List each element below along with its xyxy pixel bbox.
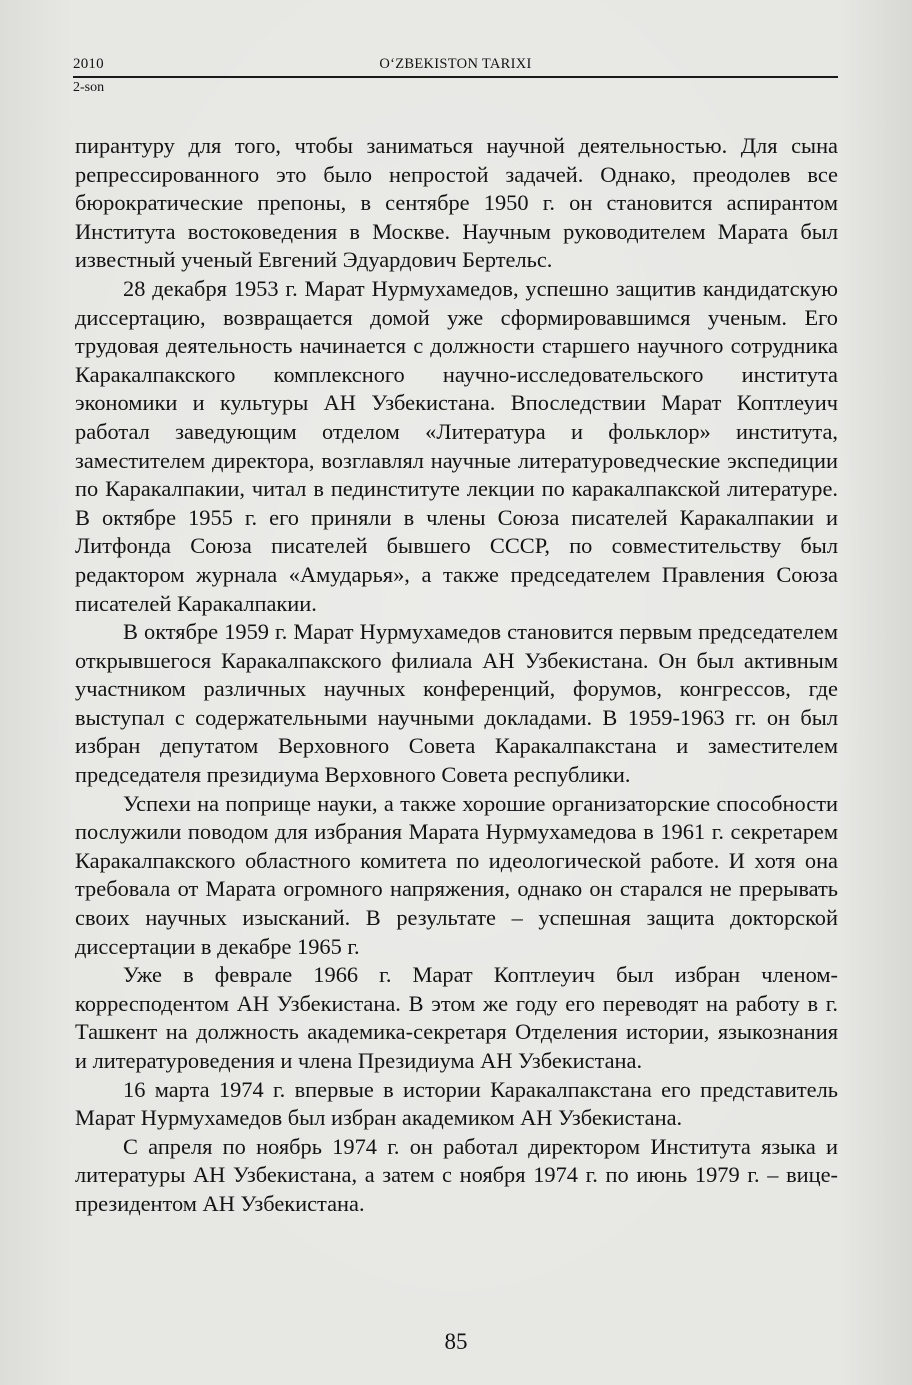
paragraph: Уже в феврале 1966 г. Марат Коптлеуич был избран членом-корресподентом АН Узбекистана. В этом же году его переводят на работу в г. Ташкент на должность академика-секретаря Отделения истории, языкознания и литературоведения и члена Президиума АН Узбекистана. [75, 962, 838, 1073]
header-issue: 2-son [73, 80, 105, 95]
header-rule [73, 76, 838, 78]
article-body [75, 132, 838, 1219]
paragraph: 28 декабря 1953 г. Марат Нурмухамедов, успешно защитив кандидатскую диссертацию, возвращается домой уже сформировавшимся ученым. Его трудовая деятельность начинается с должности старшего научного сотрудника Каракалпакского комплексного научно-исследовательского института экономики и культуры АН Узбекистана. Впоследствии Марат Коптлеуич работал заведующим отделом «Литература и фольклор» института, заместителем директора, возглавлял научные литературоведческие экспедиции по Каракалпакии, читал в пединституте лекции по каракалпакской литературе. В октябре 1955 г. его приняли в члены Союза писателей Каракалпакии и Литфонда Союза писателей бывшего СССР, по совместительству был редактором журнала «Амударья», а также председателем Правления Союза писателей Каракалпакии. [75, 275, 838, 616]
running-head [73, 48, 838, 95]
paragraph-continuation: пирантуру для того, чтобы заниматься научной деятельностью. Для сына репрессированного это было непростой задачей. Однако, преодолев все бюрократические препоны, в сентябре 1950 г. он становится аспирантом Института востоковедения в Москве. Научным руководителем Марата был известный ученый Евгений Эдуардович Бертельс. [75, 133, 838, 273]
paragraph: С апреля по ноябрь 1974 г. он работал директором Института языка и литературы АН Узбекистана, а затем с ноября 1974 г. по июнь 1979 г. – вице-президентом АН Узбекистана. [75, 1133, 838, 1216]
page-number: 85 [444, 1329, 468, 1354]
header-journal-title: O‘ZBEKISTON TARIXI [379, 56, 532, 72]
paragraph: Успехи на поприще науки, а также хорошие организаторские способности послужили поводом для избрания Марата Нурмухамедова в 1961 г. секретарем Каракалпакского областного комитета по идеологической работе. И хотя она требовала от Марата огромного напряжения, однако он старался не прерывать своих научных изысканий. В результате – успешная защита докторской диссертации в декабре 1965 г. [75, 790, 838, 959]
paragraph: В октябре 1959 г. Марат Нурмухамедов становится первым председателем открывшегося Каракалпакского филиала АН Узбекистана. Он был активным участником различных научных конференций, форумов, конгрессов, где выступал с содержательными научными докладами. В 1959-1963 гг. он был избран депутатом Верховного Совета Каракалпакстана и заместителем председателя президиума Верховного Совета республики. [75, 619, 838, 788]
paragraph: 16 марта 1974 г. впервые в истории Каракалпакстана его представитель Марат Нурмухамедов был избран академиком АН Узбекистана. [75, 1076, 838, 1131]
header-year: 2010 [73, 56, 104, 72]
